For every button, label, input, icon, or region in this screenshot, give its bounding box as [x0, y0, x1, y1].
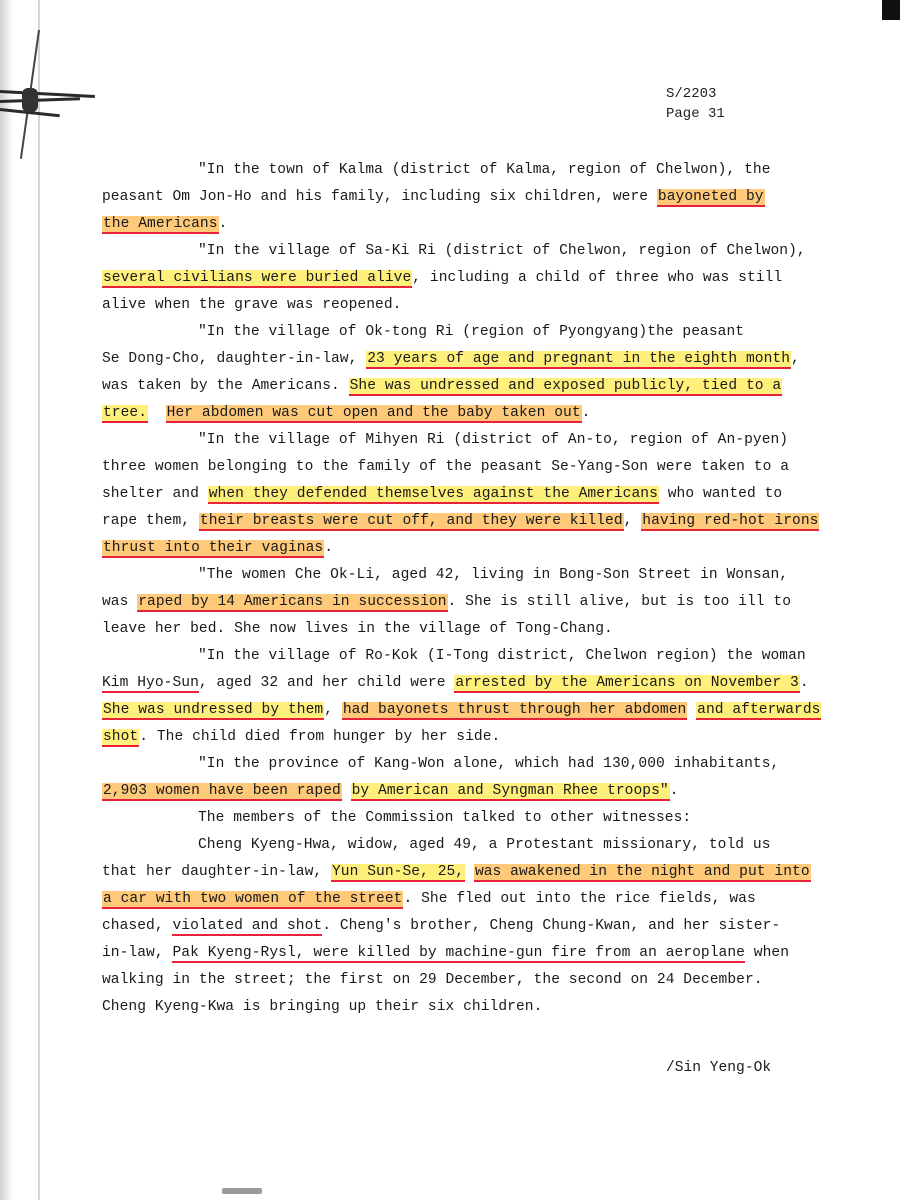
binding-knot — [22, 88, 38, 112]
highlighted-text: by American and Syngman Rhee troops" — [351, 783, 669, 799]
text-run: "In the village of Sa-Ki Ri (district of Chelwon, region of Chelwon), — [198, 243, 806, 259]
text-run: . She is still alive, but is too ill to — [447, 594, 792, 610]
signature: /Sin Yeng-Ok — [666, 1060, 772, 1076]
text-line — [102, 832, 842, 859]
highlighted-text: was awakened in the night and put into — [474, 864, 810, 880]
text-run: "In the village of Ro-Kok (I-Tong district, Chelwon region) the woman — [198, 648, 806, 664]
text-run: was taken by the Americans. — [102, 378, 349, 394]
text-line — [102, 778, 842, 805]
text-run: . She fled out into the rice fields, was — [403, 891, 756, 907]
highlighted-text: She was undressed and exposed publicly, tied to a — [349, 378, 782, 394]
highlighted-text: 2,903 women have been raped — [103, 783, 341, 799]
text-run: "The women Che Ok-Li, aged 42, living in Bong-Son Street in Wonsan, — [198, 567, 789, 583]
text-run — [687, 702, 696, 718]
text-run: "In the village of Ok-tong Ri (region of Pyongyang)the peasant — [198, 324, 745, 340]
highlighted-text: when they defended themselves against the Americans — [208, 486, 658, 502]
text-run: who wanted to — [658, 486, 783, 502]
text-run: three women belonging to the family of the peasant Se-Yang-Son were taken to a — [102, 459, 789, 475]
highlighted-text: 23 years of age and pregnant in the eighth month — [367, 351, 791, 367]
document-reference — [666, 84, 725, 124]
text-line — [102, 373, 842, 400]
highlighted-text: tree. — [103, 405, 148, 421]
text-run: . — [324, 540, 334, 556]
text-line — [102, 751, 842, 778]
text-run: "In the province of Kang-Won alone, which had 130,000 inhabitants, — [198, 756, 780, 772]
text-run: in-law, — [102, 945, 173, 961]
text-line — [102, 967, 842, 994]
text-line — [102, 319, 842, 346]
binding-shadow — [0, 0, 14, 1200]
text-run: , including a child of three who was still — [412, 270, 783, 286]
text-run: alive when the grave was reopened. — [102, 297, 402, 313]
text-line — [102, 562, 842, 589]
highlighted-text: a car with two women of the street — [103, 891, 403, 907]
text-line — [102, 427, 842, 454]
text-run: peasant Om Jon-Ho and his family, including six children, were — [102, 189, 657, 205]
text-line — [102, 400, 842, 427]
text-run: Cheng Kyeng-Kwa is bringing up their six children. — [102, 999, 543, 1015]
text-run: . — [218, 216, 228, 232]
highlighted-text: bayoneted by — [657, 189, 764, 205]
text-run: Se Dong-Cho, daughter-in-law, — [102, 351, 367, 367]
highlighted-text: She was undressed by them — [103, 702, 324, 718]
highlighted-text: shot — [103, 729, 139, 745]
text-line — [102, 508, 842, 535]
text-line — [102, 913, 842, 940]
text-line — [102, 346, 842, 373]
text-line — [102, 940, 842, 967]
underlined-text: Pak Kyeng-Rysl, were killed by machine-gun fire from an aeroplane — [172, 945, 745, 961]
text-line — [102, 805, 842, 832]
text-run — [465, 864, 474, 880]
text-run: shelter and — [102, 486, 208, 502]
text-line — [102, 643, 842, 670]
highlighted-text: having red-hot irons — [642, 513, 819, 529]
body-text — [102, 157, 842, 1021]
text-run: , — [623, 513, 642, 529]
text-run: walking in the street; the first on 29 December, the second on 24 December. — [102, 972, 763, 988]
page-fragment — [222, 1188, 262, 1194]
highlighted-text: had bayonets thrust through her abdomen — [342, 702, 687, 718]
text-line — [102, 265, 842, 292]
text-run: , — [791, 351, 800, 367]
highlighted-text: Yun Sun-Se, 25, — [332, 864, 465, 880]
text-line — [102, 211, 842, 238]
underlined-text: violated and shot — [172, 918, 323, 934]
text-run: . The child died from hunger by her side. — [139, 729, 501, 745]
text-run: , — [324, 702, 342, 718]
text-line — [102, 535, 842, 562]
text-run — [148, 405, 166, 421]
text-line — [102, 481, 842, 508]
text-line — [102, 589, 842, 616]
highlighted-text: several civilians were buried alive — [103, 270, 412, 286]
text-line — [102, 454, 842, 481]
text-line — [102, 184, 842, 211]
underlined-text: Kim Hyo-Sun — [102, 675, 199, 691]
document-number: S/2203 — [666, 86, 717, 102]
highlighted-text: and afterwards — [697, 702, 821, 718]
binding-thread — [0, 90, 95, 98]
text-run: that her daughter-in-law, — [102, 864, 331, 880]
text-line — [102, 238, 842, 265]
text-line — [102, 994, 842, 1021]
corner-tab — [882, 0, 900, 20]
text-run: The members of the Commission talked to other witnesses: — [198, 810, 692, 826]
text-run — [342, 783, 351, 799]
highlighted-text: their breasts were cut off, and they were killed — [199, 513, 623, 529]
text-run: , aged 32 and her child were — [198, 675, 455, 691]
binding-edge — [38, 0, 40, 1200]
highlighted-text: arrested by the Americans on November 3 — [455, 675, 799, 691]
text-line — [102, 616, 842, 643]
text-line — [102, 859, 842, 886]
highlighted-text: thrust into their vaginas — [103, 540, 324, 556]
text-run: when — [744, 945, 790, 961]
text-line — [102, 697, 842, 724]
page-number: Page 31 — [666, 106, 725, 122]
text-run: rape them, — [102, 513, 199, 529]
text-line — [102, 886, 842, 913]
text-line — [102, 292, 842, 319]
highlighted-text: raped by 14 Americans in succession — [138, 594, 447, 610]
text-run: . — [581, 405, 591, 421]
text-line — [102, 670, 842, 697]
text-run: . — [799, 675, 809, 691]
text-run: was — [102, 594, 138, 610]
text-run: . Cheng's brother, Cheng Chung-Kwan, and her sister- — [322, 918, 781, 934]
text-run: Cheng Kyeng-Hwa, widow, aged 49, a Protestant missionary, told us — [198, 837, 771, 853]
highlighted-text: the Americans — [103, 216, 218, 232]
text-run: chased, — [102, 918, 173, 934]
text-run: leave her bed. She now lives in the village of Tong-Chang. — [102, 621, 613, 637]
highlighted-text: Her abdomen was cut open and the baby taken out — [166, 405, 581, 421]
text-run: "In the village of Mihyen Ri (district of An-to, region of An-pyen) — [198, 432, 789, 448]
text-line — [102, 157, 842, 184]
text-line — [102, 724, 842, 751]
text-run: "In the town of Kalma (district of Kalma, region of Chelwon), the — [198, 162, 771, 178]
text-run: . — [669, 783, 679, 799]
